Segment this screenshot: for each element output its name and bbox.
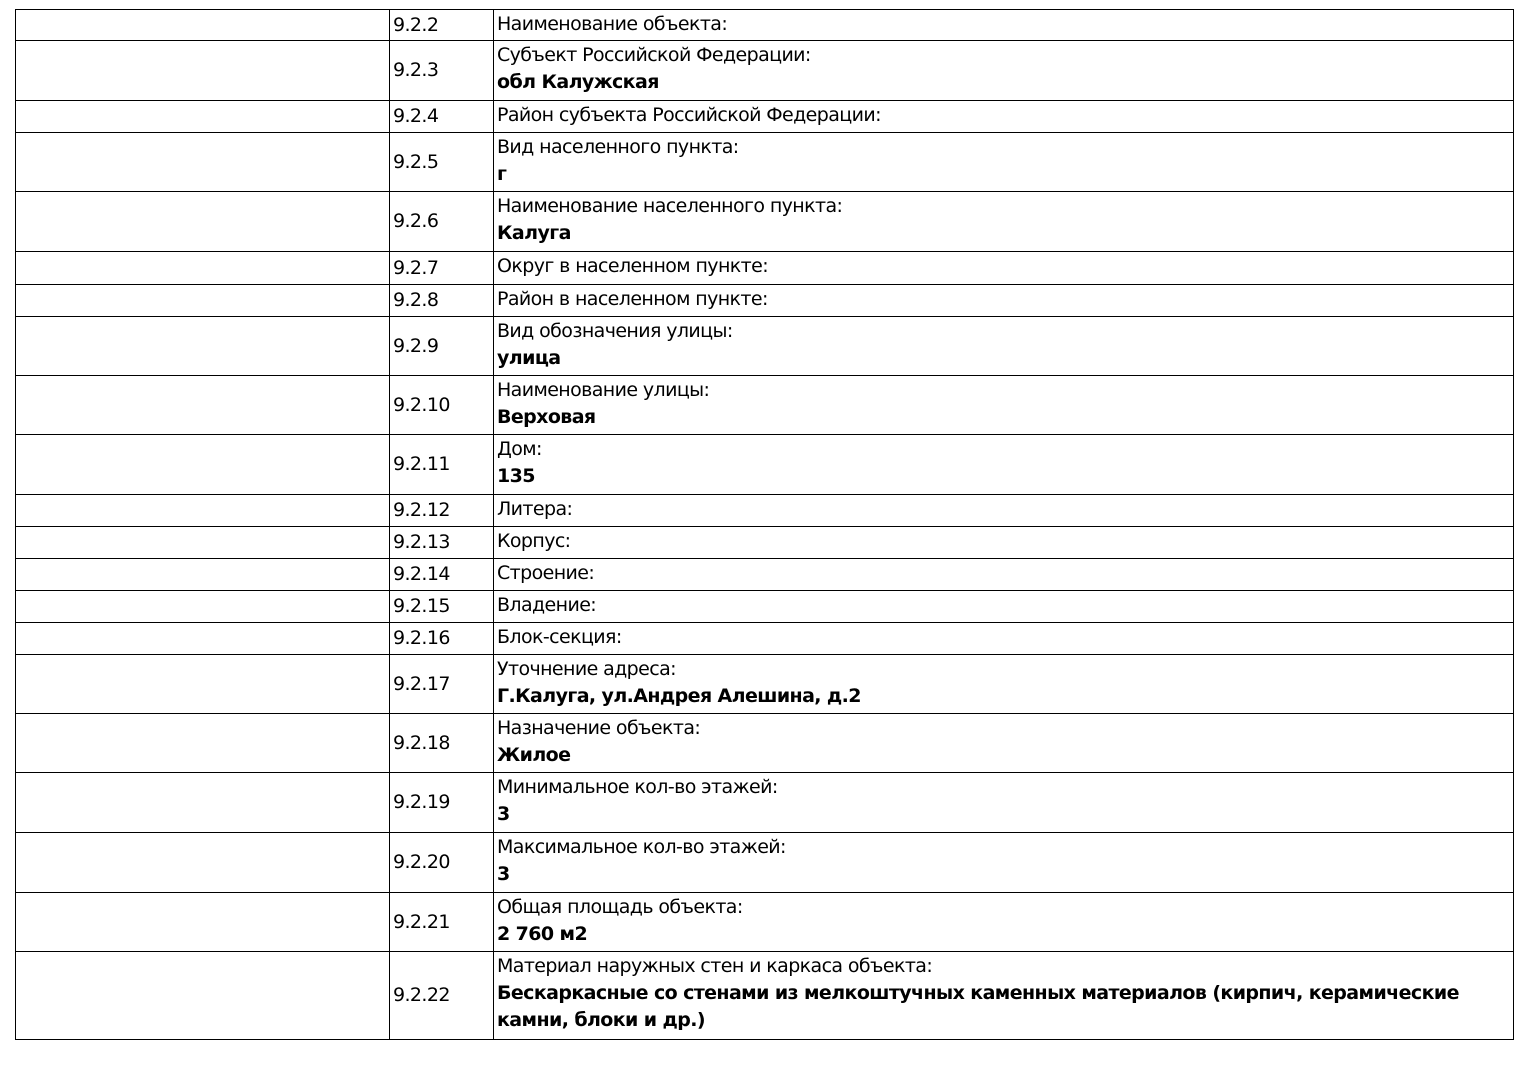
table-row xyxy=(16,41,1514,101)
item-number: 9.2.4 xyxy=(390,101,494,133)
empty-cell xyxy=(16,623,390,655)
item-value: обл Калужская xyxy=(497,71,659,93)
table-row xyxy=(16,623,1514,655)
item-content xyxy=(494,10,1514,41)
item-number: 9.2.14 xyxy=(390,559,494,591)
object-address-table xyxy=(15,9,1514,1040)
item-number: 9.2.8 xyxy=(390,285,494,317)
item-number: 9.2.19 xyxy=(390,773,494,833)
empty-cell xyxy=(16,285,390,317)
table-row xyxy=(16,591,1514,623)
table-row xyxy=(16,376,1514,435)
item-number: 9.2.6 xyxy=(390,192,494,252)
item-content xyxy=(494,41,1514,101)
item-content xyxy=(494,101,1514,133)
table-row xyxy=(16,655,1514,714)
table-row xyxy=(16,893,1514,952)
item-label: Строение: xyxy=(497,562,595,584)
item-content xyxy=(494,317,1514,376)
item-label: Наименование объекта: xyxy=(497,13,728,35)
table-row xyxy=(16,773,1514,833)
table-row xyxy=(16,252,1514,285)
table-row xyxy=(16,192,1514,252)
table-row xyxy=(16,435,1514,495)
item-value: Бескаркасные со стенами из мелкоштучных каменных материалов (кирпич, керамические камни, блоки и др.) xyxy=(497,982,1459,1031)
item-value: улица xyxy=(497,347,561,369)
table-row xyxy=(16,133,1514,192)
item-value: Жилое xyxy=(497,744,571,766)
table-row xyxy=(16,714,1514,773)
item-number: 9.2.3 xyxy=(390,41,494,101)
empty-cell xyxy=(16,435,390,495)
item-content xyxy=(494,952,1514,1040)
item-label: Назначение объекта: xyxy=(497,717,701,739)
item-content xyxy=(494,833,1514,893)
item-label: Район в населенном пункте: xyxy=(497,288,768,310)
item-label: Наименование улицы: xyxy=(497,379,710,401)
item-content xyxy=(494,435,1514,495)
empty-cell xyxy=(16,591,390,623)
item-number: 9.2.10 xyxy=(390,376,494,435)
table-row xyxy=(16,952,1514,1040)
item-number: 9.2.5 xyxy=(390,133,494,192)
empty-cell xyxy=(16,893,390,952)
item-label: Минимальное кол-во этажей: xyxy=(497,776,778,798)
empty-cell xyxy=(16,10,390,41)
item-label: Округ в населенном пункте: xyxy=(497,255,768,277)
item-content xyxy=(494,192,1514,252)
item-content xyxy=(494,376,1514,435)
item-value: 2 760 м2 xyxy=(497,923,588,945)
item-label: Максимальное кол-во этажей: xyxy=(497,836,786,858)
item-label: Корпус: xyxy=(497,530,571,552)
item-number: 9.2.7 xyxy=(390,252,494,285)
item-number: 9.2.13 xyxy=(390,527,494,559)
item-number: 9.2.9 xyxy=(390,317,494,376)
table-row xyxy=(16,285,1514,317)
item-number: 9.2.2 xyxy=(390,10,494,41)
item-content xyxy=(494,591,1514,623)
item-content xyxy=(494,495,1514,527)
empty-cell xyxy=(16,714,390,773)
item-content xyxy=(494,527,1514,559)
empty-cell xyxy=(16,101,390,133)
item-label: Материал наружных стен и каркаса объекта: xyxy=(497,955,933,977)
item-number: 9.2.16 xyxy=(390,623,494,655)
table-row xyxy=(16,495,1514,527)
item-label: Наименование населенного пункта: xyxy=(497,195,843,217)
item-label: Владение: xyxy=(497,594,597,616)
item-label: Субъект Российской Федерации: xyxy=(497,44,811,66)
item-label: Дом: xyxy=(497,438,542,460)
item-value: Калуга xyxy=(497,222,571,244)
item-label: Вид обозначения улицы: xyxy=(497,320,733,342)
empty-cell xyxy=(16,192,390,252)
empty-cell xyxy=(16,495,390,527)
item-label: Литера: xyxy=(497,498,573,520)
item-number: 9.2.15 xyxy=(390,591,494,623)
item-number: 9.2.21 xyxy=(390,893,494,952)
item-value: г xyxy=(497,163,507,185)
item-value: 3 xyxy=(497,803,510,825)
empty-cell xyxy=(16,252,390,285)
empty-cell xyxy=(16,317,390,376)
empty-cell xyxy=(16,773,390,833)
empty-cell xyxy=(16,527,390,559)
item-number: 9.2.22 xyxy=(390,952,494,1040)
table-row xyxy=(16,101,1514,133)
empty-cell xyxy=(16,559,390,591)
item-content xyxy=(494,285,1514,317)
item-label: Уточнение адреса: xyxy=(497,658,676,680)
item-content xyxy=(494,655,1514,714)
table-row xyxy=(16,317,1514,376)
item-number: 9.2.20 xyxy=(390,833,494,893)
table-body xyxy=(16,10,1514,1040)
empty-cell xyxy=(16,133,390,192)
item-label: Вид населенного пункта: xyxy=(497,136,739,158)
item-content xyxy=(494,714,1514,773)
empty-cell xyxy=(16,952,390,1040)
item-value: Верховая xyxy=(497,406,596,428)
item-content xyxy=(494,623,1514,655)
table-row xyxy=(16,10,1514,41)
item-value: Г.Калуга, ул.Андрея Алешина, д.2 xyxy=(497,685,861,707)
item-content xyxy=(494,559,1514,591)
table-row xyxy=(16,559,1514,591)
item-number: 9.2.12 xyxy=(390,495,494,527)
item-content xyxy=(494,773,1514,833)
item-content xyxy=(494,252,1514,285)
item-label: Блок-секция: xyxy=(497,626,622,648)
item-content xyxy=(494,133,1514,192)
item-number: 9.2.11 xyxy=(390,435,494,495)
empty-cell xyxy=(16,833,390,893)
item-number: 9.2.18 xyxy=(390,714,494,773)
empty-cell xyxy=(16,376,390,435)
empty-cell xyxy=(16,41,390,101)
item-label: Общая площадь объекта: xyxy=(497,896,743,918)
item-label: Район субъекта Российской Федерации: xyxy=(497,104,881,126)
item-number: 9.2.17 xyxy=(390,655,494,714)
item-value: 3 xyxy=(497,863,510,885)
table-row xyxy=(16,527,1514,559)
empty-cell xyxy=(16,655,390,714)
item-content xyxy=(494,893,1514,952)
item-value: 135 xyxy=(497,465,535,487)
table-row xyxy=(16,833,1514,893)
